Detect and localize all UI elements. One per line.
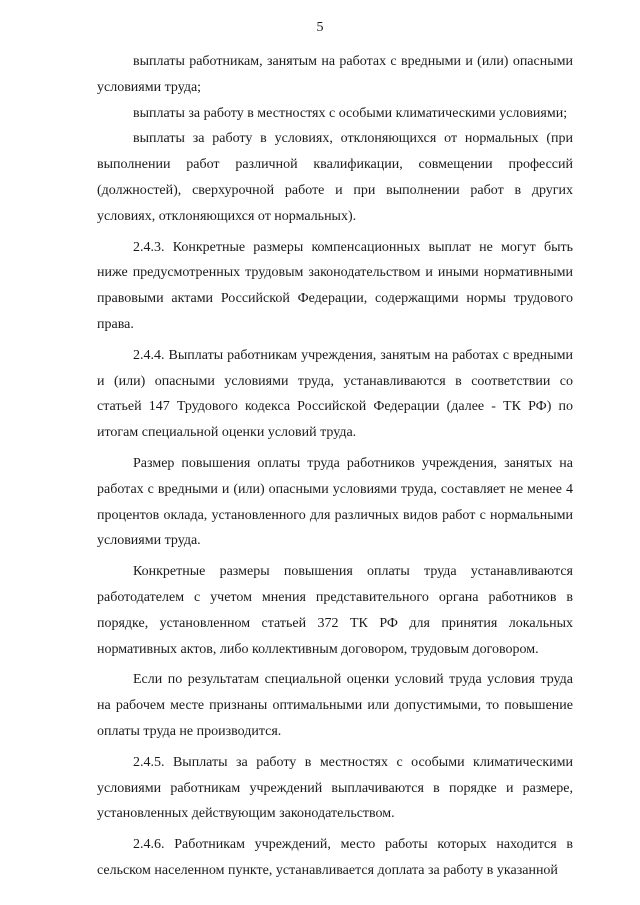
page-number: 5	[316, 20, 324, 35]
paragraph-specific-increase: Конкретные размеры повышения оплаты труда устанавливаются работодателем с учетом мнения представительного органа работников в порядке, установленном статьей 372 ТК РФ для принятия локальных нормативных актов, либо коллективным договором, трудовым договором.	[97, 564, 573, 657]
paragraph-2-4-4: 2.4.4. Выплаты работникам учреждения, занятым на работах с вредными и (или) опасными условиями труда, устанавливаются в соответствии со статьей 147 Трудового кодекса Российской Федерации (далее - ТК РФ) по итогам специальной оценки условий труда.	[97, 347, 573, 441]
paragraph-2-4-5: 2.4.5. Выплаты за работу в местностях с особыми климатическими условиями работникам учреждений выплачиваются в порядке и размере, установленных действующим законодательством.	[97, 754, 573, 822]
paragraph-2-4-6: 2.4.6. Работникам учреждений, место работы которых находится в сельском населенном пункте, устанавливается доплата за работу в указанной	[97, 837, 573, 878]
paragraph-increase-size: Размер повышения оплаты труда работников учреждения, занятых на работах с вредными и (или) опасными условиями труда, составляет не менее 4 процентов оклада, установленного для различных видов работ с нормальными условиями труда.	[97, 455, 573, 549]
paragraph-2-4-3: 2.4.3. Конкретные размеры компенсационных выплат не могут быть ниже предусмотренных трудовым законодательством и иными нормативными правовыми актами Российской Федерации, содержащими нормы трудового права.	[97, 239, 573, 332]
paragraph-harmful-conditions: выплаты работникам, занятым на работах с вредными и (или) опасными условиями труда;	[97, 54, 573, 95]
document-body	[97, 49, 573, 884]
paragraph-abnormal-conditions: выплаты за работу в условиях, отклоняющихся от нормальных (при выполнении работ различной квалификации, совмещении профессий (должностей), сверхурочной работе и при выполнении работ в других условиях, отклоняющихся от нормальных).	[97, 131, 573, 224]
paragraph-climatic-conditions: выплаты за работу в местностях с особыми климатическими условиями;	[133, 105, 568, 121]
paragraph-assessment-result: Если по результатам специальной оценки условий труда условия труда на рабочем месте признаны оптимальными или допустимыми, то повышение оплаты труда не производится.	[97, 672, 573, 739]
